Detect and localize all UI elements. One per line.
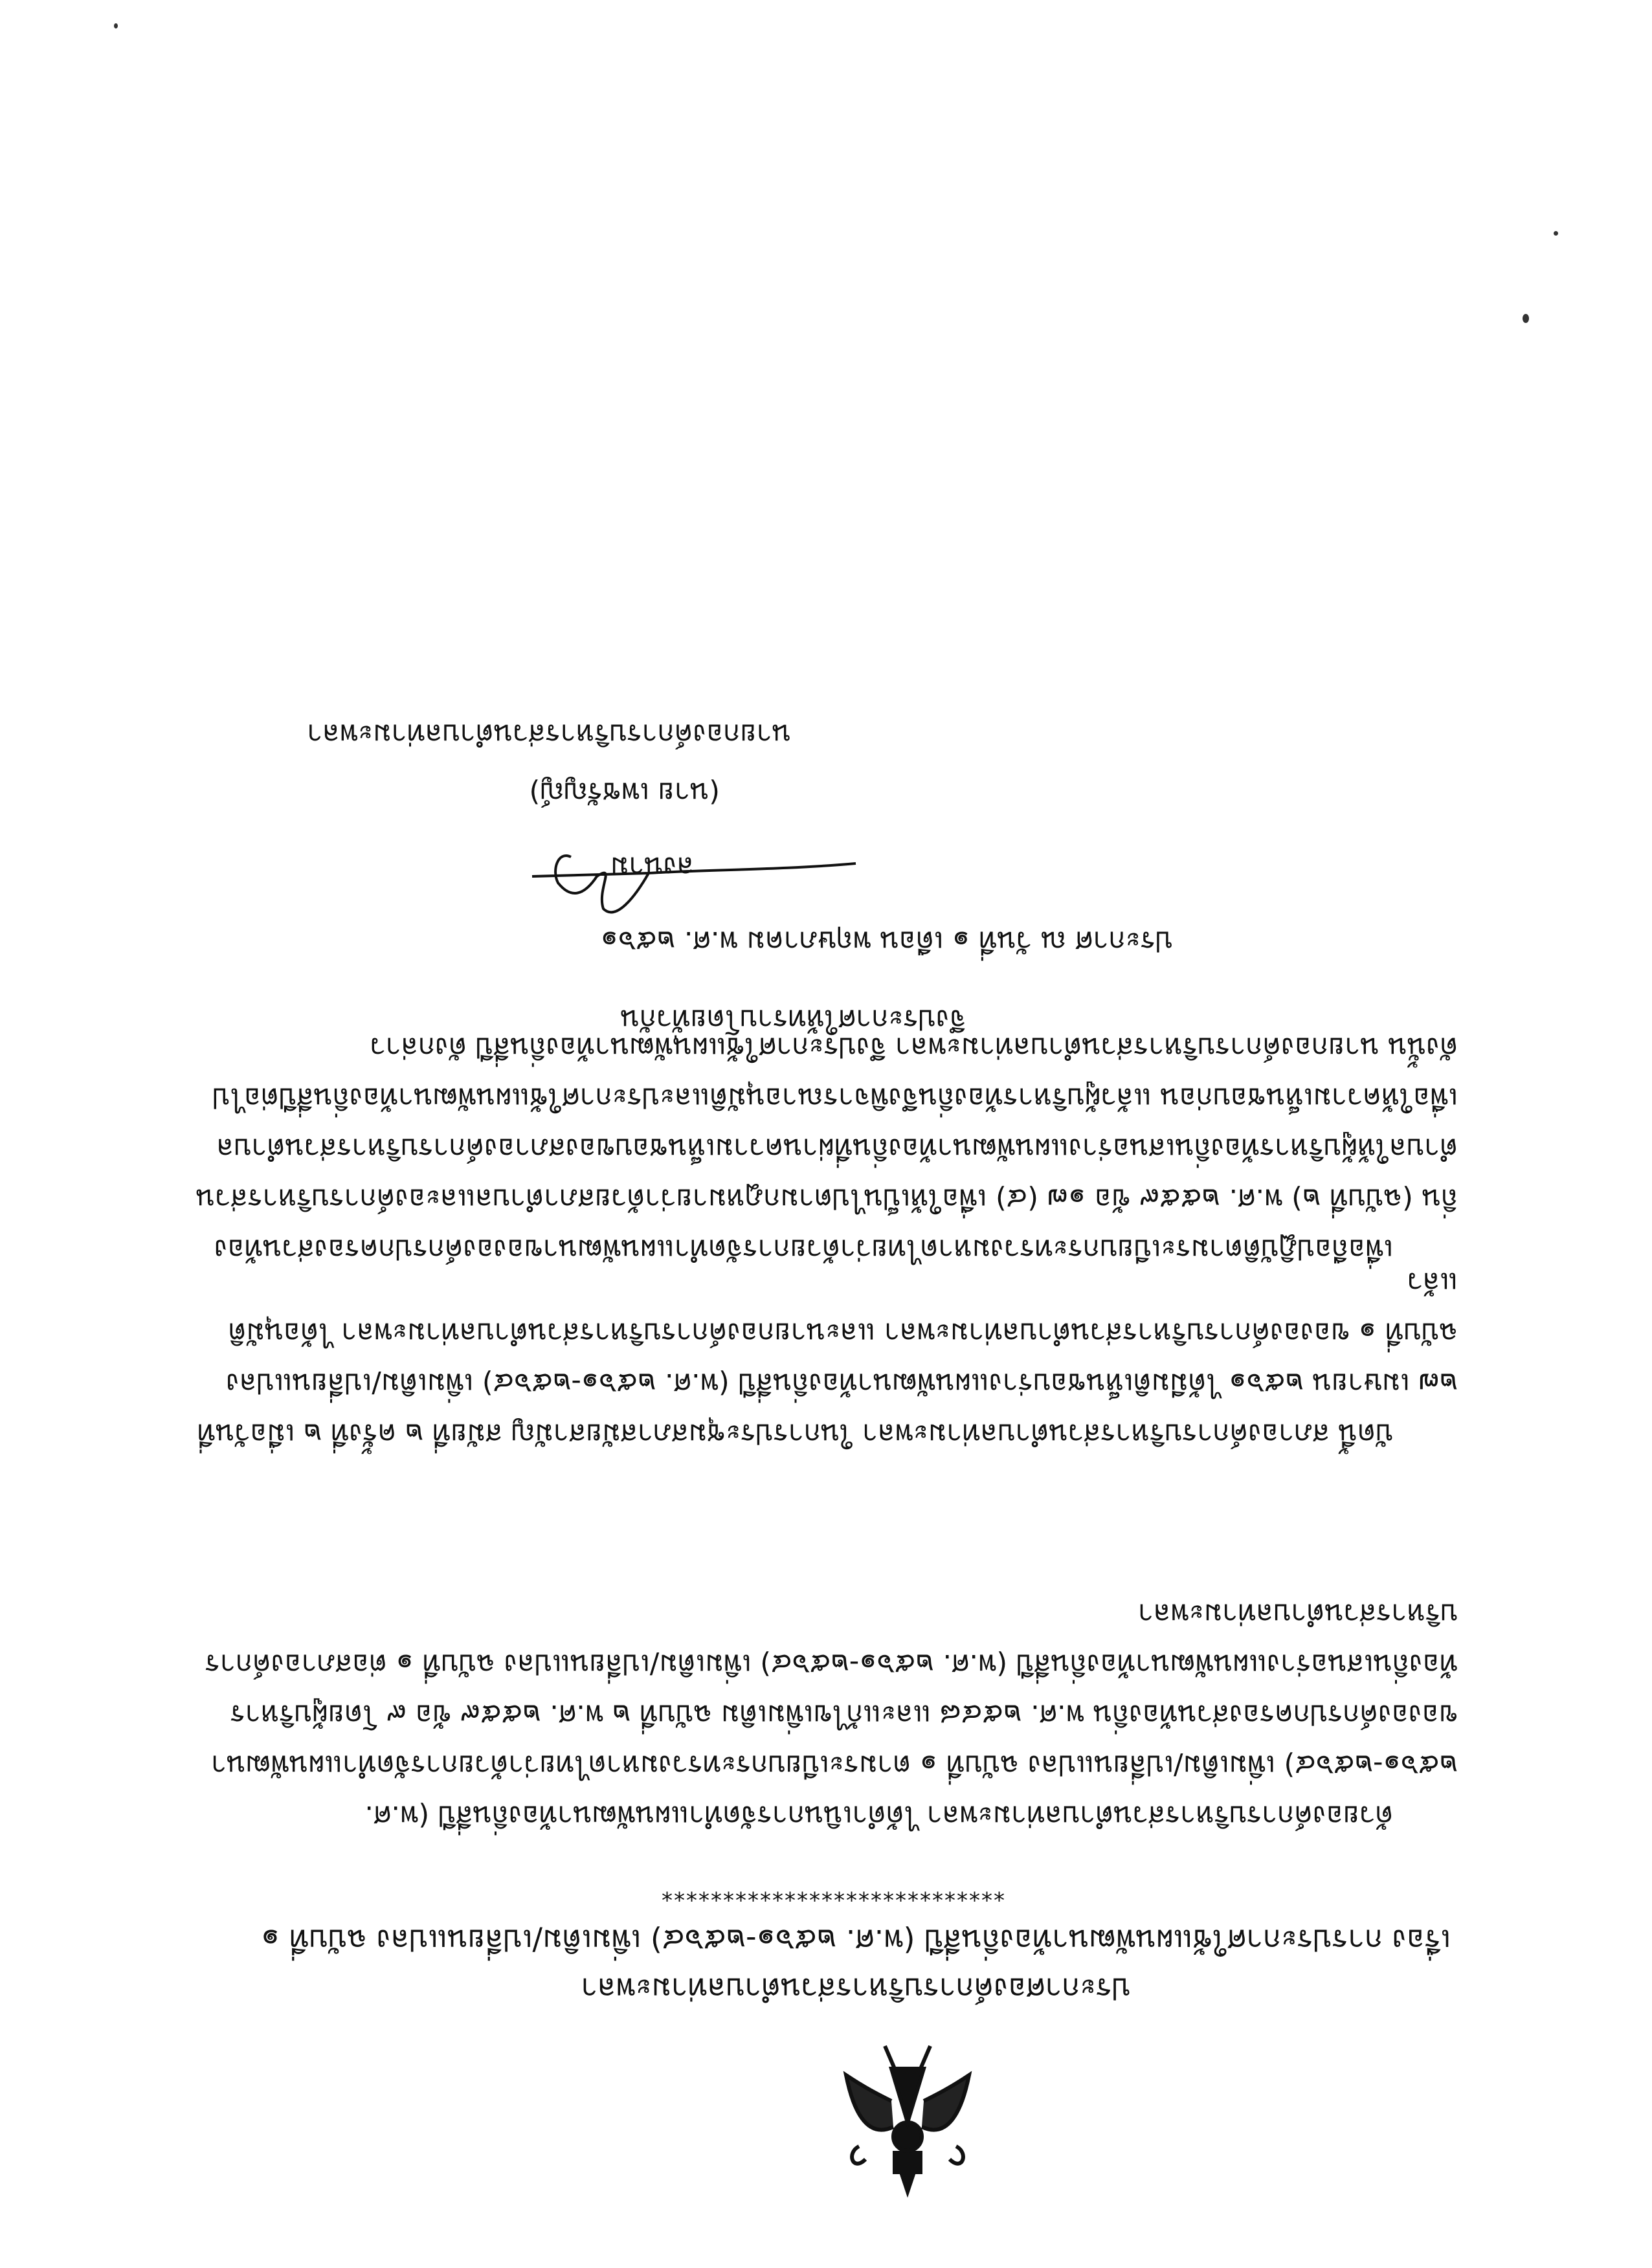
garuda-emblem-icon <box>840 2043 976 2198</box>
signer-position: นายกองค์การบริหารส่วนตำบลท่ามะพลา <box>307 718 791 750</box>
scan-speck <box>114 23 118 28</box>
notice-subject: เรื่อง การประกาศใช้แผนพัฒนาท้องถิ่นสี่ปี (พ.ศ. ๒๕๖๑-๒๕๖๔) เพิ่มเติม/เปลี่ยนแปลง ฉบับที่ ๑ <box>261 1923 1451 1958</box>
paragraph-1: ด้วยองค์การบริหารส่วนตำบลท่ามะพลา ได้ดำเนินการจัดทำแผนพัฒนาท้องถิ่นสี่ปี (พ.ศ. ๒๕๖๑-๒๕๖๔) เพิ่มเติม/เปลี่ยนแปลง ฉบับที่ ๑ ตามระเบียบกระทรวงมหาดไทยว่าด้วยการจัดทำแผนพัฒนาขององค์กรปกครองส่วนท้องถิ่น พ.ศ. ๒๕๔๘ และแก้ไขเพิ่มเติม ฉบับที่ ๒ พ.ศ. ๒๕๕๙ ข้อ ๙ โดยผู้บริหารท้องถิ่นเสนอร่างแผนพัฒนาท้องถิ่นสี่ปี (พ.ศ. ๒๕๖๑-๒๕๖๔) เพิ่มเติม/เปลี่ยนแปลง ฉบับที่ ๑ ต่อสภาองค์การบริหารส่วนตำบลท่ามะพลา <box>205 1597 1458 1832</box>
scan-speck <box>1554 231 1558 236</box>
sign-label: ลงนาม <box>610 850 694 883</box>
separator: **************************** <box>660 1880 1005 1906</box>
handwritten-signature-icon <box>526 838 862 935</box>
paragraph-2: บัดนี้ สภาองค์การบริหารส่วนตำบลท่ามะพลา ในการประชุมสภาสมัยสามัญ สมัยที่ ๒ ครั้งที่ ๒ เมื่อวันที่ ๒๗ เมษายน ๒๕๖๑ ได้มีมติเห็นชอบร่างแผนพัฒนาท้องถิ่นสี่ปี (พ.ศ. ๒๕๖๑-๒๕๖๔) เพิ่มเติม/เปลี่ยนแปลง ฉบับที่ ๑ ขององค์การบริหารส่วนตำบลท่ามะพลา และนายกองค์การบริหารส่วนตำบลท่ามะพลา ได้อนุมัติแล้ว <box>197 1266 1458 1450</box>
scan-speck <box>1523 314 1529 323</box>
signer-name: (นาย เพชรัญญ์) <box>529 776 720 808</box>
paragraph-3: เพื่อถือปฏิบัติตามระเบียบกระทรวงมหาดไทยว่าด้วยการจัดทำแผนพัฒนาขององค์กรปกครองส่วนท้องถิ่น (ฉบับที่ ๒) พ.ศ. ๒๕๕๙ ข้อ ๑๗ (๔) เพื่อให้เป็นไปตามกฎหมายว่าด้วยสภาตำบลและองค์การบริหารส่วนตำบลให้ผู้บริหารท้องถิ่นเสนอร่างแผนพัฒนาท้องถิ่นที่ผ่านความเห็นชอบของสภาองค์การบริหารส่วนตำบลเพื่อให้ความเห็นชอบก่อน แล้วผู้บริหารท้องถิ่นจึงพิจารณาอนุมัติและประกาศใช้แผนพัฒนาท้องถิ่นสี่ปีต่อไป ดังนั้น นายกองค์การบริหารส่วนตำบลท่ามะพลา จึงประกาศใช้แผนพัฒนาท้องถิ่นสี่ปี ดังกล่าว <box>195 1031 1458 1265</box>
date-line: ประกาศ ณ วันที่ ๑ เดือน พฤษภาคม พ.ศ. ๒๕๖๑ <box>600 925 1173 957</box>
paragraph-4: จึงประกาศให้ทราบโดยทั่วกัน <box>620 1003 966 1036</box>
notice-title: ประกาศองค์การบริหารส่วนตำบลท่ามะพลา <box>581 1972 1131 2007</box>
